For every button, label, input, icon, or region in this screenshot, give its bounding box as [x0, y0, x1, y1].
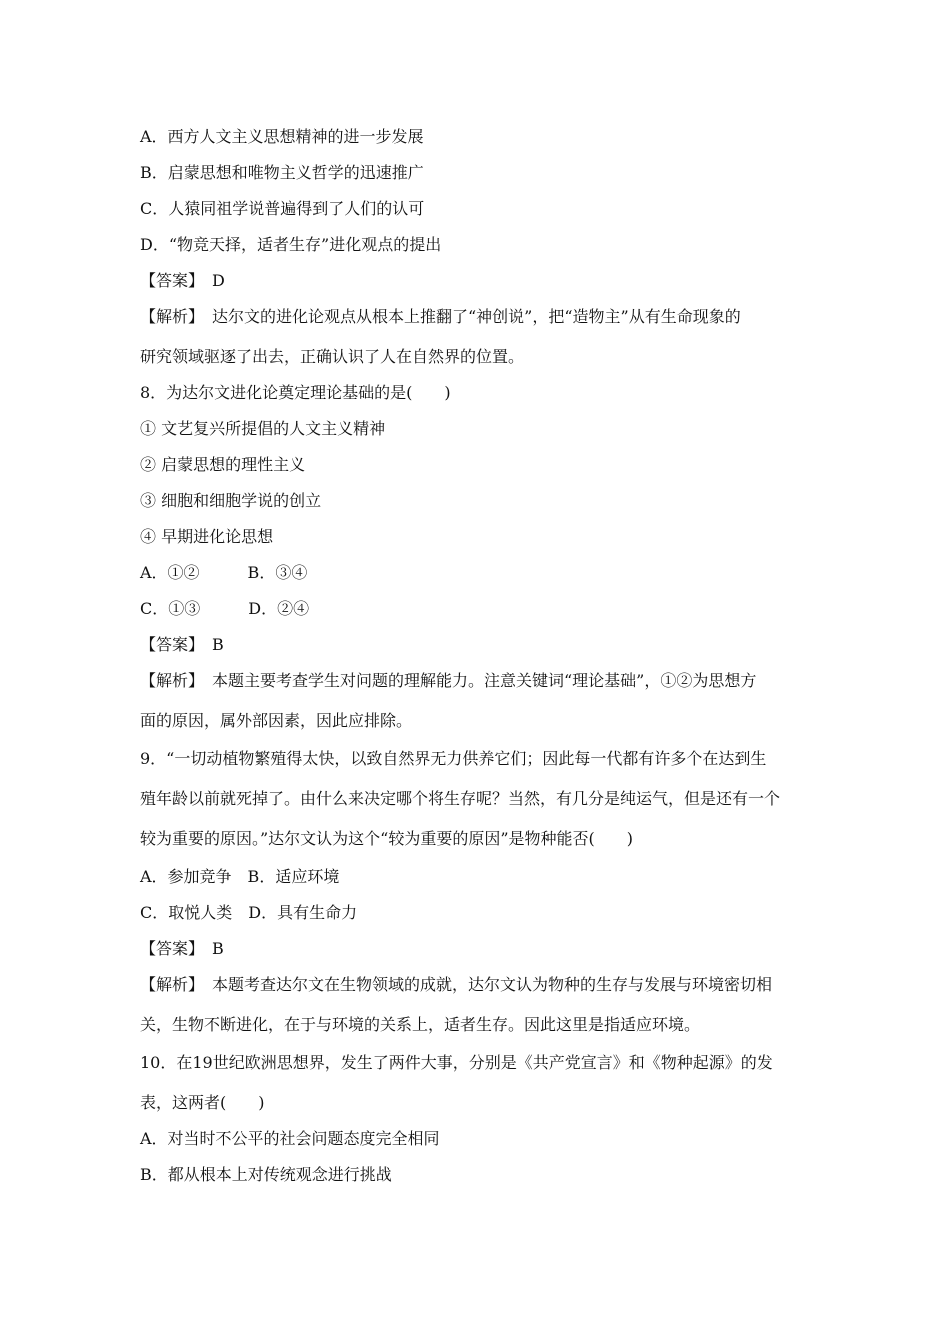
option-c-q7: C．人猿同祖学说普遍得到了人们的认可	[140, 199, 425, 218]
question-10-line2: 表，这两者( )	[140, 1093, 265, 1112]
analysis-q8-line1: 【解析】 本题主要考查学生对问题的理解能力。注意关键词“理论基础”，①②为思想方	[140, 671, 757, 690]
q10-option-b: B．都从根本上对传统观念进行挑战	[140, 1165, 392, 1184]
q8-item-1: ① 文艺复兴所提倡的人文主义精神	[140, 419, 386, 438]
question-9-line2: 殖年龄以前就死掉了。由什么来决定哪个将生存呢？当然，有几分是纯运气，但是还有一个	[140, 789, 781, 808]
q8-item-2: ② 启蒙思想的理性主义	[140, 455, 306, 474]
question-9-line3: 较为重要的原因。”达尔文认为这个“较为重要的原因”是物种能否( )	[140, 829, 634, 848]
analysis-q7-line2: 研究领域驱逐了出去，正确认识了人在自然界的位置。	[140, 347, 525, 366]
q9-options-cd: C．取悦人类 D．具有生命力	[140, 903, 358, 922]
question-8: 8．为达尔文进化论奠定理论基础的是( )	[140, 383, 451, 402]
q10-option-a: A．对当时不公平的社会问题态度完全相同	[140, 1129, 440, 1148]
analysis-q9-line2: 关，生物不断进化，在于与环境的关系上，适者生存。因此这里是指适应环境。	[140, 1015, 701, 1034]
question-10-line1: 10．在19世纪欧洲思想界，发生了两件大事，分别是《共产党宣言》和《物种起源》的发	[140, 1053, 773, 1072]
answer-q9: 【答案】 B	[140, 939, 224, 958]
analysis-q8-line2: 面的原因，属外部因素，因此应排除。	[140, 711, 413, 730]
q8-item-3: ③ 细胞和细胞学说的创立	[140, 491, 322, 510]
analysis-q7-line1: 【解析】 达尔文的进化论观点从根本上推翻了“神创说”，把“造物主”从有生命现象的	[140, 307, 741, 326]
option-b-q7: B．启蒙思想和唯物主义哲学的迅速推广	[140, 163, 424, 182]
q8-item-4: ④ 早期进化论思想	[140, 527, 274, 546]
option-d-q7: D．“物竞天择，适者生存”进化观点的提出	[140, 235, 442, 254]
option-a-q7: A．西方人文主义思想精神的进一步发展	[140, 127, 424, 146]
q8-options-ab: A．①② B．③④	[140, 563, 308, 582]
question-9-line1: 9．“一切动植物繁殖得太快，以致自然界无力供养它们；因此每一代都有许多个在达到生	[140, 749, 767, 768]
analysis-q9-line1: 【解析】 本题考查达尔文在生物领域的成就，达尔文认为物种的生存与发展与环境密切相	[140, 975, 773, 994]
answer-q8: 【答案】 B	[140, 635, 224, 654]
q8-options-cd: C．①③ D．②④	[140, 599, 310, 618]
answer-q7: 【答案】 D	[140, 271, 225, 290]
q9-options-ab: A．参加竞争 B．适应环境	[140, 867, 340, 886]
